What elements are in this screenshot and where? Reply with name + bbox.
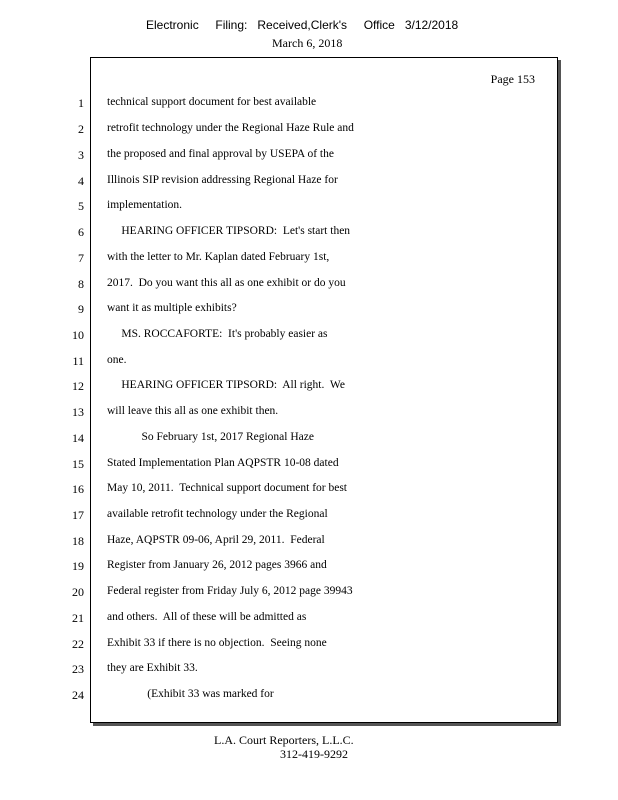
reporter-phone: 312-419-9292 (280, 747, 348, 761)
line-number: 19 (72, 559, 84, 573)
transcript-line: Haze, AQPSTR 09-06, April 29, 2011. Federal (107, 534, 325, 546)
transcript-line: technical support document for best available (107, 96, 317, 108)
transcript-line: retrofit technology under the Regional Haze Rule and (107, 122, 354, 134)
transcript-line: with the letter to Mr. Kaplan dated February 1st, (107, 251, 330, 263)
line-number: 11 (72, 354, 84, 368)
line-number: 12 (72, 379, 84, 393)
transcript-line: 2017. Do you want this all as one exhibit or do you (107, 277, 346, 289)
line-number: 15 (72, 457, 84, 471)
transcript-line: (Exhibit 33 was marked for (107, 688, 274, 700)
line-number: 8 (78, 277, 84, 291)
transcript-line: want it as multiple exhibits? (107, 302, 237, 314)
line-number: 2 (78, 122, 84, 136)
line-number: 9 (78, 302, 84, 316)
transcript-line: available retrofit technology under the Regional (107, 508, 328, 520)
line-number: 6 (78, 225, 84, 239)
line-number: 10 (72, 328, 84, 342)
filing-stamp-text: Electronic Filing: Received,Clerk's Office 3/12/2018 (146, 18, 459, 32)
page-number: Page 153 (490, 72, 535, 86)
transcript-line: May 10, 2011. Technical support document for best (107, 482, 348, 494)
line-number: 17 (72, 508, 84, 522)
line-number: 4 (78, 174, 84, 188)
line-number: 16 (72, 482, 84, 496)
transcript-line: Stated Implementation Plan AQPSTR 10-08 dated (107, 457, 339, 469)
hearing-date: March 6, 2018 (272, 36, 343, 50)
line-number: 1 (78, 96, 84, 110)
transcript-line: and others. All of these will be admitted as (107, 611, 307, 623)
line-number: 3 (78, 148, 84, 162)
line-number: 21 (72, 611, 84, 625)
transcript-line: Exhibit 33 if there is no objection. Seeing none (107, 637, 327, 649)
transcript-line: the proposed and final approval by USEPA of the (107, 148, 334, 160)
line-number: 24 (72, 688, 84, 702)
transcript-line: MS. ROCCAFORTE: It's probably easier as (107, 328, 328, 340)
line-number: 22 (72, 637, 84, 651)
transcript-line: So February 1st, 2017 Regional Haze (107, 431, 314, 443)
reporter-firm: L.A. Court Reporters, L.L.C. (214, 733, 354, 747)
transcript-line: implementation. (107, 199, 183, 211)
transcript-line: HEARING OFFICER TIPSORD: Let's start then (107, 225, 351, 237)
line-number: 23 (72, 662, 84, 676)
line-number: 5 (78, 199, 84, 213)
line-number: 13 (72, 405, 84, 419)
line-number: 20 (72, 585, 84, 599)
line-number: 18 (72, 534, 84, 548)
transcript-line: one. (107, 354, 127, 366)
transcript-line: Federal register from Friday July 6, 2012 page 39943 (107, 585, 353, 597)
transcript-line: Illinois SIP revision addressing Regional Haze for (107, 174, 338, 186)
transcript-line: Register from January 26, 2012 pages 3966 and (107, 559, 327, 571)
line-number: 14 (72, 431, 84, 445)
transcript-line: will leave this all as one exhibit then. (107, 405, 279, 417)
transcript-line: HEARING OFFICER TIPSORD: All right. We (107, 379, 345, 391)
transcript-line: they are Exhibit 33. (107, 662, 198, 674)
line-number: 7 (78, 251, 84, 265)
